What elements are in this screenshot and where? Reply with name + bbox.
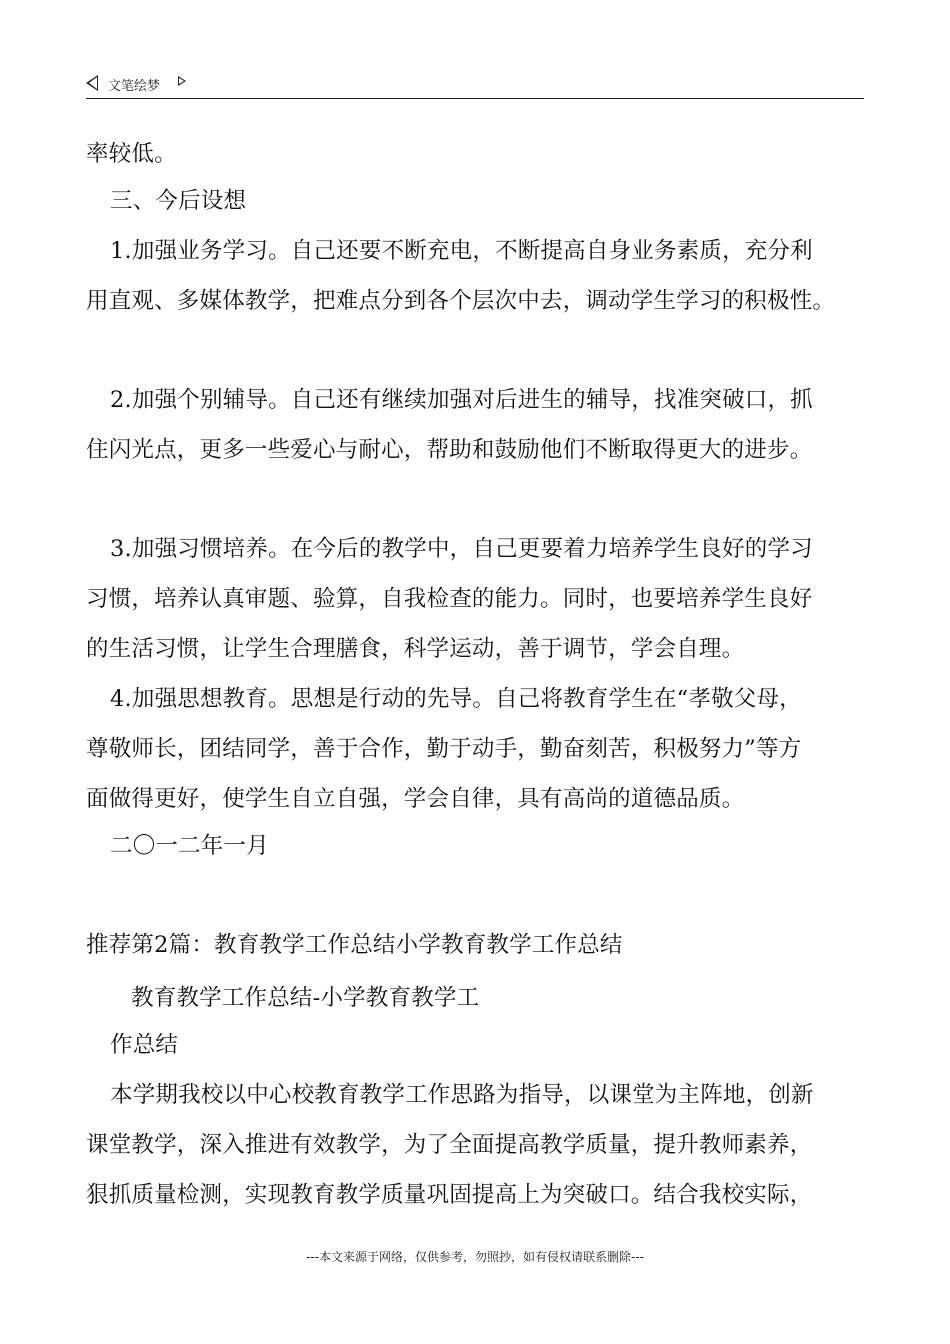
page-header (86, 70, 864, 99)
text-line: 4.加强思想教育。思想是行动的先导。自己将教育学生在“孝敬父母， (110, 686, 802, 712)
article-subtitle: 教育教学工作总结-小学教育教学工 (131, 985, 480, 1011)
triangle-right-icon (178, 76, 186, 86)
date-line: 二〇一二年一月 (110, 833, 269, 859)
text-line: 面做得更好，使学生自立自强，学会自律，具有高尚的道德品质。 (86, 786, 745, 812)
text-line: 用直观、多媒体教学，把难点分到各个层次中去，调动学生学习的积极性。 (86, 288, 836, 314)
text-line: 本学期我校以中心校教育教学工作思路为指导，以课堂为主阵地，创新 (110, 1082, 814, 1108)
text-line: 的生活习惯，让学生合理膳食，科学运动，善于调节，学会自理。 (86, 636, 745, 662)
section-heading: 三、今后设想 (110, 188, 247, 214)
text-line: 课堂教学，深入推进有效教学，为了全面提高教学质量，提升教师素养， (86, 1132, 813, 1158)
article-subtitle-cont: 作总结 (110, 1032, 179, 1058)
brand-name: 文笔绘梦 (108, 79, 161, 94)
text-line: 尊敬师长，团结同学，善于合作，勤于动手，勤奋刻苦，积极努力”等方 (86, 736, 802, 762)
text-line: 习惯，培养认真审题、验算，自我检查的能力。同时，也要培养学生良好 (86, 586, 813, 612)
text-line: 3.加强习惯培养。在今后的教学中，自己更要着力培养学生良好的学习 (110, 536, 813, 562)
text-line: 率较低。 (86, 141, 177, 167)
article-title: 推荐第2篇：教育教学工作总结小学教育教学工作总结 (86, 932, 623, 958)
text-line: 住闪光点，更多一些爱心与耐心，帮助和鼓励他们不断取得更大的进步。 (86, 437, 813, 463)
text-line: 狠抓质量检测，实现教育教学质量巩固提高上为突破口。结合我校实际， (86, 1182, 813, 1208)
text-line: 1.加强业务学习。自己还要不断充电，不断提高自身业务素质，充分利 (110, 238, 813, 264)
text-line: 2.加强个别辅导。自己还有继续加强对后进生的辅导，找准突破口，抓 (110, 387, 813, 413)
footer-disclaimer: ---本文来源于网络，仅供参考，勿照抄，如有侵权请联系删除--- (306, 1250, 644, 1264)
triangle-left-icon (86, 75, 98, 91)
